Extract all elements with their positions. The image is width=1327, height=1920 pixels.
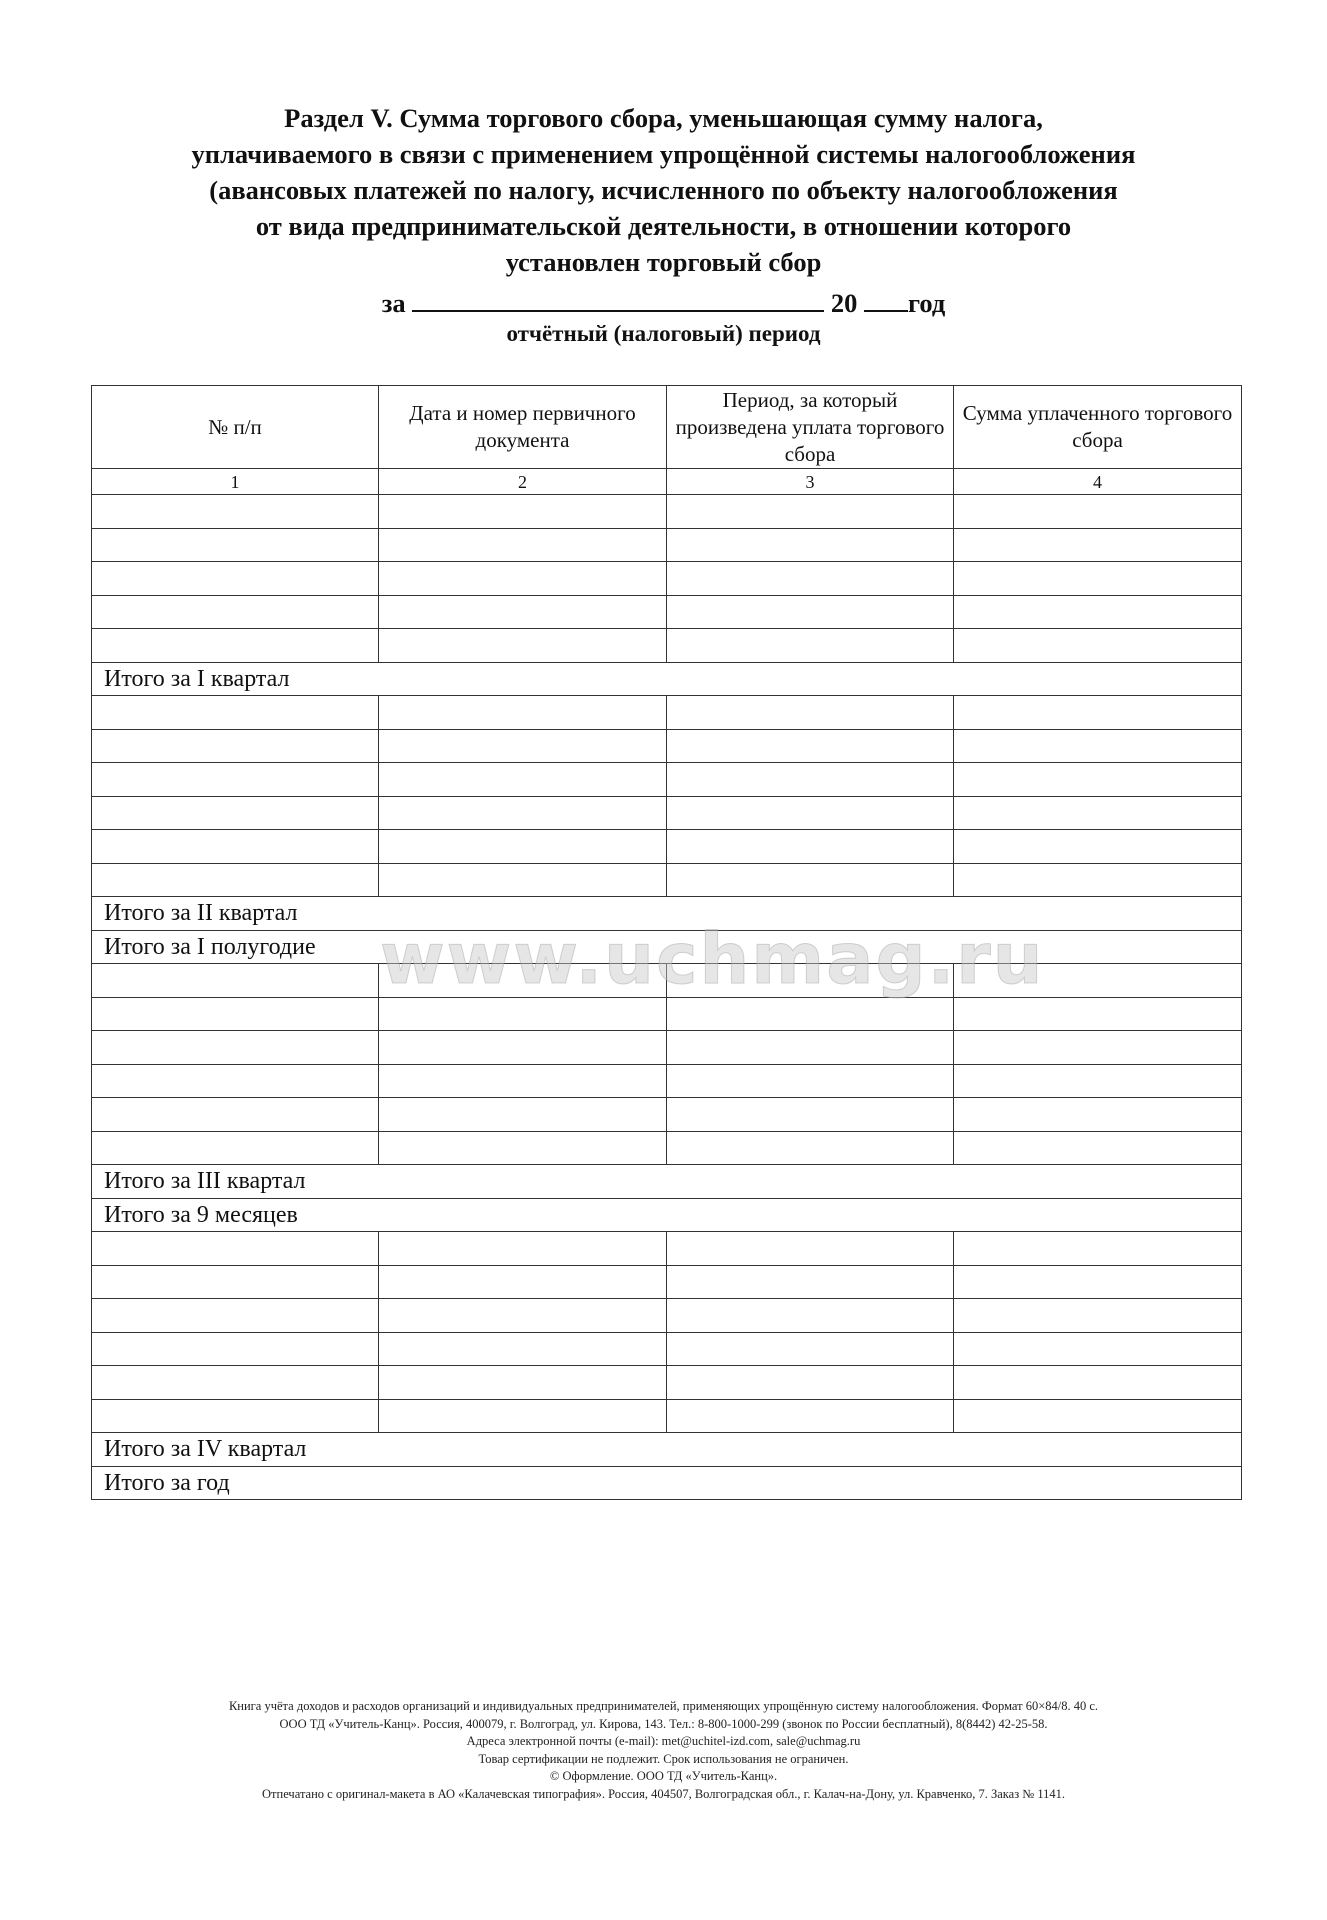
title-line: (авансовых платежей по налогу, исчисленного по объекту налогообложения <box>209 175 1118 205</box>
table-cell[interactable] <box>379 1399 667 1433</box>
table-row <box>92 1299 1242 1333</box>
title-line: от вида предпринимательской деятельности, в отношении которого <box>255 211 1072 241</box>
table-cell[interactable] <box>379 763 667 797</box>
period-caption: отчётный (налоговый) период <box>506 321 821 346</box>
table-cell[interactable] <box>954 1265 1242 1299</box>
column-number-row <box>92 469 1242 495</box>
total-row-h1 <box>92 930 1242 964</box>
table-row <box>92 1399 1242 1433</box>
table-cell[interactable] <box>954 1366 1242 1400</box>
footer-line: Адреса электронной почты (e-mail): met@uchitel-izd.com, sale@uchmag.ru <box>466 1734 861 1748</box>
table-cell[interactable] <box>954 696 1242 730</box>
table-cell[interactable] <box>379 696 667 730</box>
table-cell[interactable] <box>379 1131 667 1165</box>
table-cell[interactable] <box>667 1064 954 1098</box>
total-row-9m <box>92 1198 1242 1232</box>
total-row-q4 <box>92 1433 1242 1467</box>
table-cell[interactable] <box>954 796 1242 830</box>
table-row <box>92 964 1242 998</box>
total-label: Итого за I полугодие <box>92 930 1242 964</box>
table-cell[interactable] <box>379 964 667 998</box>
column-number: 1 <box>92 469 379 495</box>
table-cell[interactable] <box>92 495 379 529</box>
table-row <box>92 1098 1242 1132</box>
table-cell[interactable] <box>379 1031 667 1065</box>
column-number: 4 <box>954 469 1242 495</box>
table-cell[interactable] <box>667 1131 954 1165</box>
table-row <box>92 1366 1242 1400</box>
footer-line: Товар сертификации не подлежит. Срок использования не ограничен. <box>478 1751 849 1766</box>
table-cell[interactable] <box>379 1098 667 1132</box>
total-row-year <box>92 1466 1242 1500</box>
column-number: 2 <box>379 469 667 495</box>
table-cell[interactable] <box>379 562 667 596</box>
table-cell[interactable] <box>954 729 1242 763</box>
column-number: 3 <box>667 469 954 495</box>
table-cell[interactable] <box>379 528 667 562</box>
table-cell[interactable] <box>92 1332 379 1366</box>
table-cell[interactable] <box>92 1031 379 1065</box>
table-cell[interactable] <box>954 1031 1242 1065</box>
table-cell[interactable] <box>92 1265 379 1299</box>
table-cell[interactable] <box>92 629 379 663</box>
section-title <box>0 100 1327 280</box>
table-cell[interactable] <box>92 997 379 1031</box>
table-cell[interactable] <box>92 562 379 596</box>
table-row <box>92 863 1242 897</box>
table-cell[interactable] <box>92 1131 379 1165</box>
table-cell[interactable] <box>667 763 954 797</box>
table-cell[interactable] <box>379 1265 667 1299</box>
table-cell[interactable] <box>667 1031 954 1065</box>
table-cell[interactable] <box>92 796 379 830</box>
table-cell[interactable] <box>667 830 954 864</box>
table-cell[interactable] <box>954 1232 1242 1266</box>
table-cell[interactable] <box>667 1366 954 1400</box>
table-cell[interactable] <box>379 1299 667 1333</box>
table-cell[interactable] <box>667 964 954 998</box>
total-label: Итого за IV квартал <box>92 1433 1242 1467</box>
table-cell[interactable] <box>667 1265 954 1299</box>
table-row <box>92 1332 1242 1366</box>
title-line: Раздел V. Сумма торгового сбора, уменьшающая сумму налога, <box>284 103 1043 133</box>
table-row <box>92 528 1242 562</box>
table-cell[interactable] <box>379 595 667 629</box>
title-line: установлен торговый сбор <box>505 247 822 277</box>
year-prefix: 20 <box>830 288 858 318</box>
table-row <box>92 796 1242 830</box>
table-cell[interactable] <box>954 1131 1242 1165</box>
table-row <box>92 696 1242 730</box>
footer-line: ООО ТД «Учитель-Канц». Россия, 400079, г. Волгоград, ул. Кирова, 143. Тел.: 8-800-1000-299 (звонок по России бесплатный), 8(8442) 42-25-58. <box>279 1716 1048 1731</box>
table-row <box>92 495 1242 529</box>
total-row-q3 <box>92 1165 1242 1199</box>
table-row <box>92 763 1242 797</box>
table-cell[interactable] <box>954 763 1242 797</box>
table-cell[interactable] <box>667 1332 954 1366</box>
table-cell[interactable] <box>954 1064 1242 1098</box>
table-row <box>92 1064 1242 1098</box>
table-cell[interactable] <box>954 595 1242 629</box>
header-row <box>92 386 1242 469</box>
table-cell[interactable] <box>667 696 954 730</box>
table-cell[interactable] <box>954 997 1242 1031</box>
footer-line: Отпечатано с оригинал-макета в АО «Калачевская типография». Россия, 404507, Волгоградская обл., г. Калач-на-Дону, ул. Кравченко, 7. Заказ № 1141. <box>262 1786 1065 1801</box>
table-cell[interactable] <box>667 729 954 763</box>
table-cell[interactable] <box>92 1299 379 1333</box>
table-cell[interactable] <box>92 729 379 763</box>
table-cell[interactable] <box>379 495 667 529</box>
table-cell[interactable] <box>379 729 667 763</box>
table-cell[interactable] <box>379 1064 667 1098</box>
table-cell[interactable] <box>92 1366 379 1400</box>
table-cell[interactable] <box>954 562 1242 596</box>
table-cell[interactable] <box>92 964 379 998</box>
footer-line: Книга учёта доходов и расходов организаций и индивидуальных предпринимателей, применяющих упрощённую систему налогообложения. Формат 60×84/8. 40 с. <box>228 1699 1099 1713</box>
table-row <box>92 729 1242 763</box>
table-cell[interactable] <box>92 863 379 897</box>
table-row <box>92 1031 1242 1065</box>
table-cell[interactable] <box>954 1098 1242 1132</box>
table-row <box>92 1232 1242 1266</box>
table-cell[interactable] <box>954 1299 1242 1333</box>
table-row <box>92 830 1242 864</box>
table-cell[interactable] <box>667 495 954 529</box>
table-cell[interactable] <box>92 528 379 562</box>
table-cell[interactable] <box>667 863 954 897</box>
year-blank-field[interactable] <box>864 284 908 312</box>
table-row <box>92 1265 1242 1299</box>
table-cell[interactable] <box>954 1399 1242 1433</box>
table-cell[interactable] <box>954 1332 1242 1366</box>
total-label: Итого за II квартал <box>92 897 1242 931</box>
table-cell[interactable] <box>92 763 379 797</box>
table-cell[interactable] <box>379 1232 667 1266</box>
title-line: уплачиваемого в связи с применением упрощённой системы налогообложения <box>191 139 1136 169</box>
table-row <box>92 997 1242 1031</box>
total-label: Итого за III квартал <box>92 1165 1242 1199</box>
table-row <box>92 595 1242 629</box>
watermark: www.uchmag.ru <box>380 918 1045 1000</box>
table-cell[interactable] <box>667 1399 954 1433</box>
table-cell[interactable] <box>667 1299 954 1333</box>
table-cell[interactable] <box>667 562 954 596</box>
table-cell[interactable] <box>379 830 667 864</box>
table-cell[interactable] <box>667 796 954 830</box>
table-row <box>92 562 1242 596</box>
table-cell[interactable] <box>379 796 667 830</box>
table-cell[interactable] <box>954 830 1242 864</box>
col-header-number: № п/п <box>92 386 379 469</box>
table-row <box>92 1131 1242 1165</box>
table-cell[interactable] <box>667 629 954 663</box>
table-cell[interactable] <box>667 1232 954 1266</box>
total-label: Итого за I квартал <box>92 662 1242 696</box>
table-cell[interactable] <box>92 696 379 730</box>
table-cell[interactable] <box>379 997 667 1031</box>
total-row-q1 <box>92 662 1242 696</box>
total-label: Итого за 9 месяцев <box>92 1198 1242 1232</box>
col-header-period: Период, за который произведена уплата торгового сбора <box>667 386 954 469</box>
table-cell[interactable] <box>92 1064 379 1098</box>
year-suffix: год <box>908 288 946 318</box>
table-cell[interactable] <box>667 1098 954 1132</box>
table-cell[interactable] <box>379 1366 667 1400</box>
footer-line: © Оформление. ООО ТД «Учитель-Канц». <box>549 1769 778 1783</box>
table-cell[interactable] <box>954 495 1242 529</box>
col-header-amount: Сумма уплаченного торгового сбора <box>954 386 1242 469</box>
imprint-footer <box>0 1698 1327 1803</box>
table-cell[interactable] <box>954 964 1242 998</box>
table-cell[interactable] <box>667 595 954 629</box>
table-cell[interactable] <box>379 863 667 897</box>
table-cell[interactable] <box>92 1232 379 1266</box>
table-cell[interactable] <box>379 1332 667 1366</box>
table-cell[interactable] <box>92 1399 379 1433</box>
table-cell[interactable] <box>92 830 379 864</box>
period-prefix: за <box>381 288 406 318</box>
table-cell[interactable] <box>379 629 667 663</box>
table-cell[interactable] <box>667 997 954 1031</box>
trade-fee-table <box>91 385 1242 1500</box>
total-row-q2 <box>92 897 1242 931</box>
table-cell[interactable] <box>954 528 1242 562</box>
table-row <box>92 629 1242 663</box>
table-cell[interactable] <box>954 629 1242 663</box>
period-blank-field[interactable] <box>412 284 824 312</box>
table-cell[interactable] <box>667 528 954 562</box>
table-cell[interactable] <box>954 863 1242 897</box>
table-cell[interactable] <box>92 1098 379 1132</box>
total-label: Итого за год <box>92 1466 1242 1500</box>
col-header-document: Дата и номер первичного документа <box>379 386 667 469</box>
table-cell[interactable] <box>92 595 379 629</box>
period-line <box>0 284 1327 320</box>
